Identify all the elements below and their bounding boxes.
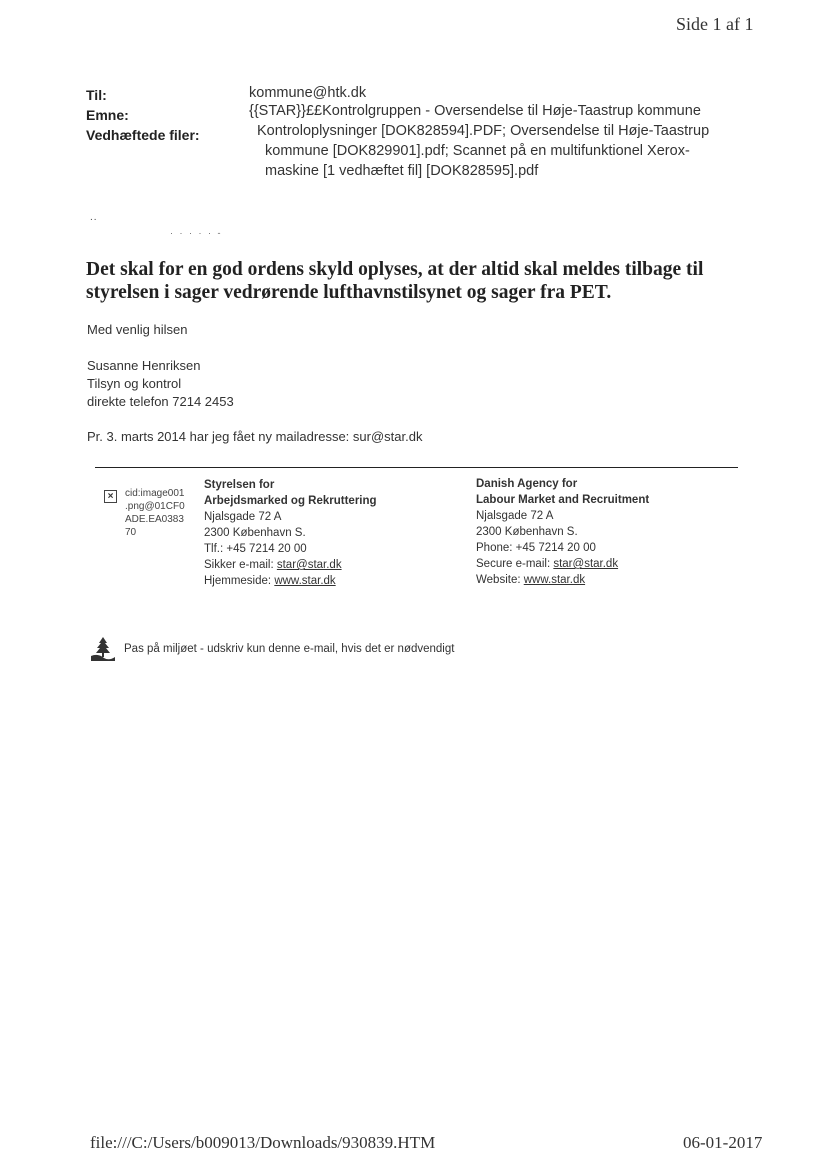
- agency-name-line1: Danish Agency for: [476, 478, 578, 490]
- agency-street: Njalsgade 72 A: [204, 511, 282, 523]
- headline-line: styrelsen i sager vedrørende lufthavnstilsynet og sager fra PET.: [86, 282, 612, 303]
- greeting: Med venlig hilsen: [87, 322, 188, 337]
- website-label: Website:: [476, 574, 524, 586]
- address-notice: Pr. 3. marts 2014 har jeg fået ny mailadresse: sur@star.dk: [87, 429, 423, 444]
- email-label: Secure e-mail:: [476, 558, 554, 570]
- agency-name-line2: Labour Market and Recruitment: [476, 494, 650, 506]
- scan-scribble: · · · · · -: [170, 228, 223, 238]
- image-alt-text: cid:image001 .png@01CF0 ADE.EA0383 70: [125, 488, 185, 538]
- agency-city: 2300 København S.: [476, 526, 578, 538]
- email-label: Sikker e-mail:: [204, 559, 277, 571]
- website-link[interactable]: www.star.dk: [274, 575, 336, 587]
- agency-city: 2300 København S.: [204, 527, 306, 539]
- signature-divider: [95, 467, 738, 468]
- file-path: file:///C:/Users/b009013/Downloads/930839.HTM: [90, 1133, 436, 1152]
- sender-name: Susanne Henriksen: [87, 358, 201, 373]
- sender-phone: direkte telefon 7214 2453: [87, 394, 234, 409]
- attachment-line: maskine [1 vedhæftet fil] [DOK828595].pdf: [265, 163, 539, 179]
- agency-phone: Phone: +45 7214 20 00: [476, 542, 596, 554]
- subject-value: {{STAR}}££Kontrolgruppen - Oversendelse til Høje-Taastrup kommune: [249, 103, 701, 119]
- broken-image-icon: ×: [104, 490, 117, 503]
- attachment-line: Kontroloplysninger [DOK828594].PDF; Oversendelse til Høje-Taastrup: [257, 123, 710, 139]
- print-date: 06-01-2017: [683, 1133, 763, 1152]
- agency-phone: Tlf.: +45 7214 20 00: [204, 543, 307, 555]
- email-link[interactable]: star@star.dk: [553, 558, 619, 570]
- email-link[interactable]: star@star.dk: [276, 559, 342, 571]
- subject-label: Emne:: [86, 107, 129, 123]
- to-label: Til:: [86, 87, 107, 103]
- page-number: Side 1 af 1: [676, 14, 754, 34]
- attachment-line: kommune [DOK829901].pdf; Scannet på en multifunktionel Xerox-: [265, 143, 690, 159]
- website-link[interactable]: www.star.dk: [523, 574, 586, 586]
- environment-note: Pas på miljøet - udskriv kun denne e-mail, hvis det er nødvendigt: [124, 643, 455, 655]
- signature-danish: [204, 477, 377, 589]
- scan-mark: ..: [90, 212, 98, 223]
- headline-line: Det skal for en god ordens skyld oplyses, at der altid skal meldes tilbage til: [86, 259, 704, 280]
- headline: [86, 258, 703, 304]
- signature-english: [476, 476, 649, 588]
- agency-name-line1: Styrelsen for: [204, 479, 275, 491]
- to-value: kommune@htk.dk: [249, 85, 367, 101]
- attachments-label: Vedhæftede filer:: [86, 127, 200, 143]
- website-label: Hjemmeside:: [204, 575, 275, 587]
- tree-icon: [90, 636, 116, 662]
- sender-title: Tilsyn og kontrol: [87, 376, 182, 391]
- agency-name-line2: Arbejdsmarked og Rekruttering: [204, 495, 377, 507]
- agency-street: Njalsgade 72 A: [476, 510, 554, 522]
